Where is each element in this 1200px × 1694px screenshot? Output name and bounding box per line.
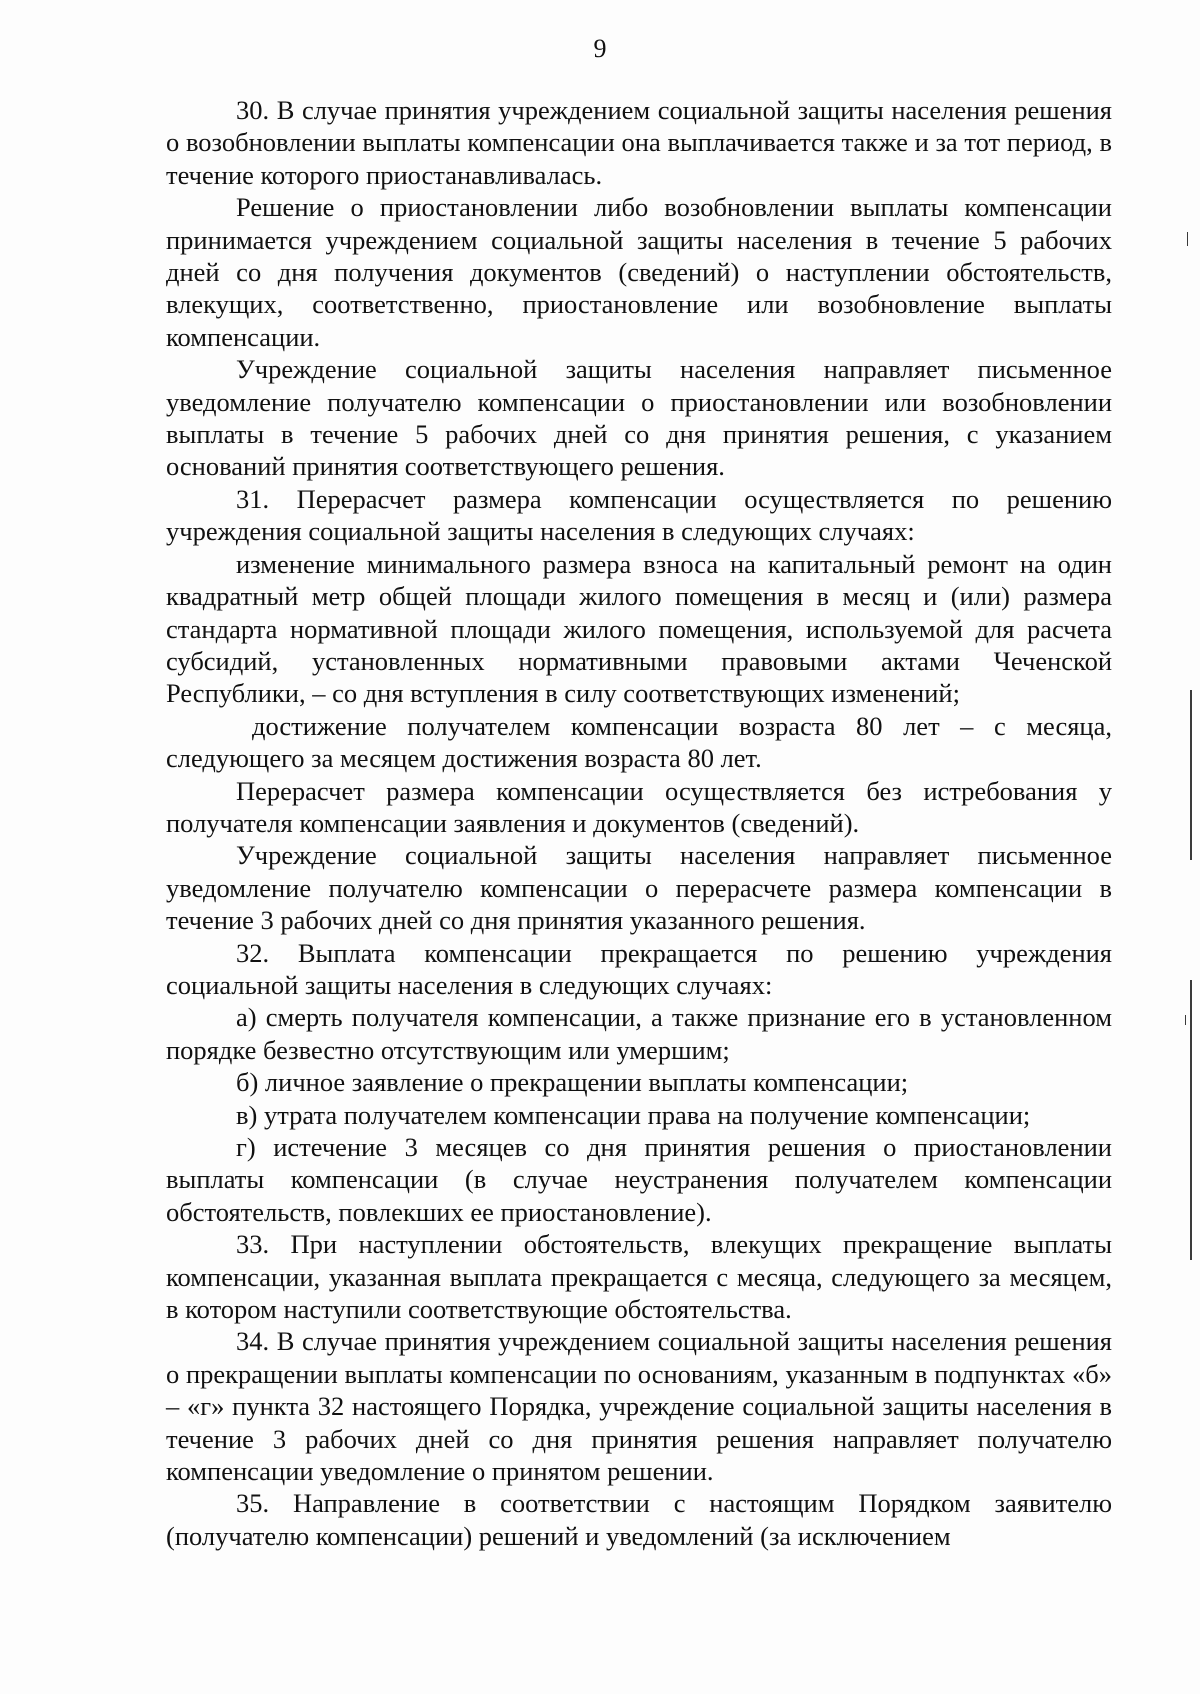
scan-margin-line <box>1185 1015 1186 1025</box>
paragraph-32: 32. Выплата компенсации прекращается по решению учреждения социальной защиты населения в следующих случаях: <box>166 937 1112 1000</box>
paragraph-31: 31. Перерасчет размера компенсации осуществляется по решению учреждения социальной защиты населения в следующих случаях: <box>166 483 1112 547</box>
scan-margin-line <box>1190 690 1192 860</box>
paragraph-31-item-change: изменение минимального размера взноса на капитальный ремонт на один квадратный метр общей площади жилого помещения в месяц и (или) размера стандарта нормативной площади жилого помещения, используемой для расчета субсидий, установленных нормативными правовыми актами Чеченской Республики, – со дня вступления в силу соответствующих изменений; <box>166 548 1112 709</box>
paragraph-31-notice: Учреждение социальной защиты населения направляет письменное уведомление получателю компенсации о перерасчете размера компенсации в течение 3 рабочих дней со дня принятия указанного решения. <box>166 840 1112 936</box>
paragraph-30: 30. В случае принятия учреждением социальной защиты населения решения о возобновлении выплаты компенсации она выплачивается также и за тот период, в течение которого приостанавливалась. <box>166 95 1112 190</box>
paragraph-30-notice: Учреждение социальной защиты населения направляет письменное уведомление получателю компенсации о приостановлении или возобновлении выплаты в течение 5 рабочих дней со дня принятия решения, с указанием оснований принятия соответствующего решения. <box>166 354 1112 482</box>
paragraph-35: 35. Направление в соответствии с настоящим Порядком заявителю (получателю компенсации) решений и уведомлений (за исключением <box>166 1488 1112 1551</box>
document-body <box>166 94 1112 1552</box>
scan-margin-line <box>1190 980 1192 1260</box>
paragraph-30-decision: Решение о приостановлении либо возобновлении выплаты компенсации принимается учреждением социальной защиты населения в течение 5 рабочих дней со дня получения документов (сведений) о наступлении обстоятельств, влекущих, соответственно, приостановление или возобновление выплаты компенсации. <box>166 192 1112 352</box>
paragraph-32-item-b: б) личное заявление о прекращении выплаты компенсации; <box>236 1067 909 1098</box>
paragraph-34: 34. В случае принятия учреждением социальной защиты населения решения о прекращении выплаты компенсации по основаниям, указанным в подпунктах «б» – «г» пункта 32 настоящего Порядка, учреждение социальной защиты населения в течение 3 рабочих дней со дня принятия решения направляет получателю компенсации уведомление о принятом решении. <box>166 1326 1112 1487</box>
paragraph-32-item-g: г) истечение 3 месяцев со дня принятия решения о приостановлении выплаты компенсации (в случае неустранения получателем компенсации обстоятельств, повлекших ее приостановление). <box>166 1132 1112 1227</box>
paragraph-31-item-age: достижение получателем компенсации возраста 80 лет – с месяца, следующего за месяцем достижения возраста 80 лет. <box>166 710 1112 774</box>
scan-margin-line <box>1187 232 1188 246</box>
paragraph-31-recalc: Перерасчет размера компенсации осуществляется без истребования у получателя компенсации заявления и документов (сведений). <box>166 775 1112 838</box>
paragraph-32-item-v: в) утрата получателем компенсации права на получение компенсации; <box>236 1099 1031 1130</box>
page-number: 9 <box>593 34 607 63</box>
paragraph-33: 33. При наступлении обстоятельств, влекущих прекращение выплаты компенсации, указанная выплата прекращается с месяца, следующего за месяцем, в котором наступили соответствующие обстоятельства. <box>166 1229 1112 1325</box>
paragraph-32-item-a: а) смерть получателя компенсации, а также признание его в установленном порядке безвестно отсутствующим или умершим; <box>166 1002 1112 1065</box>
